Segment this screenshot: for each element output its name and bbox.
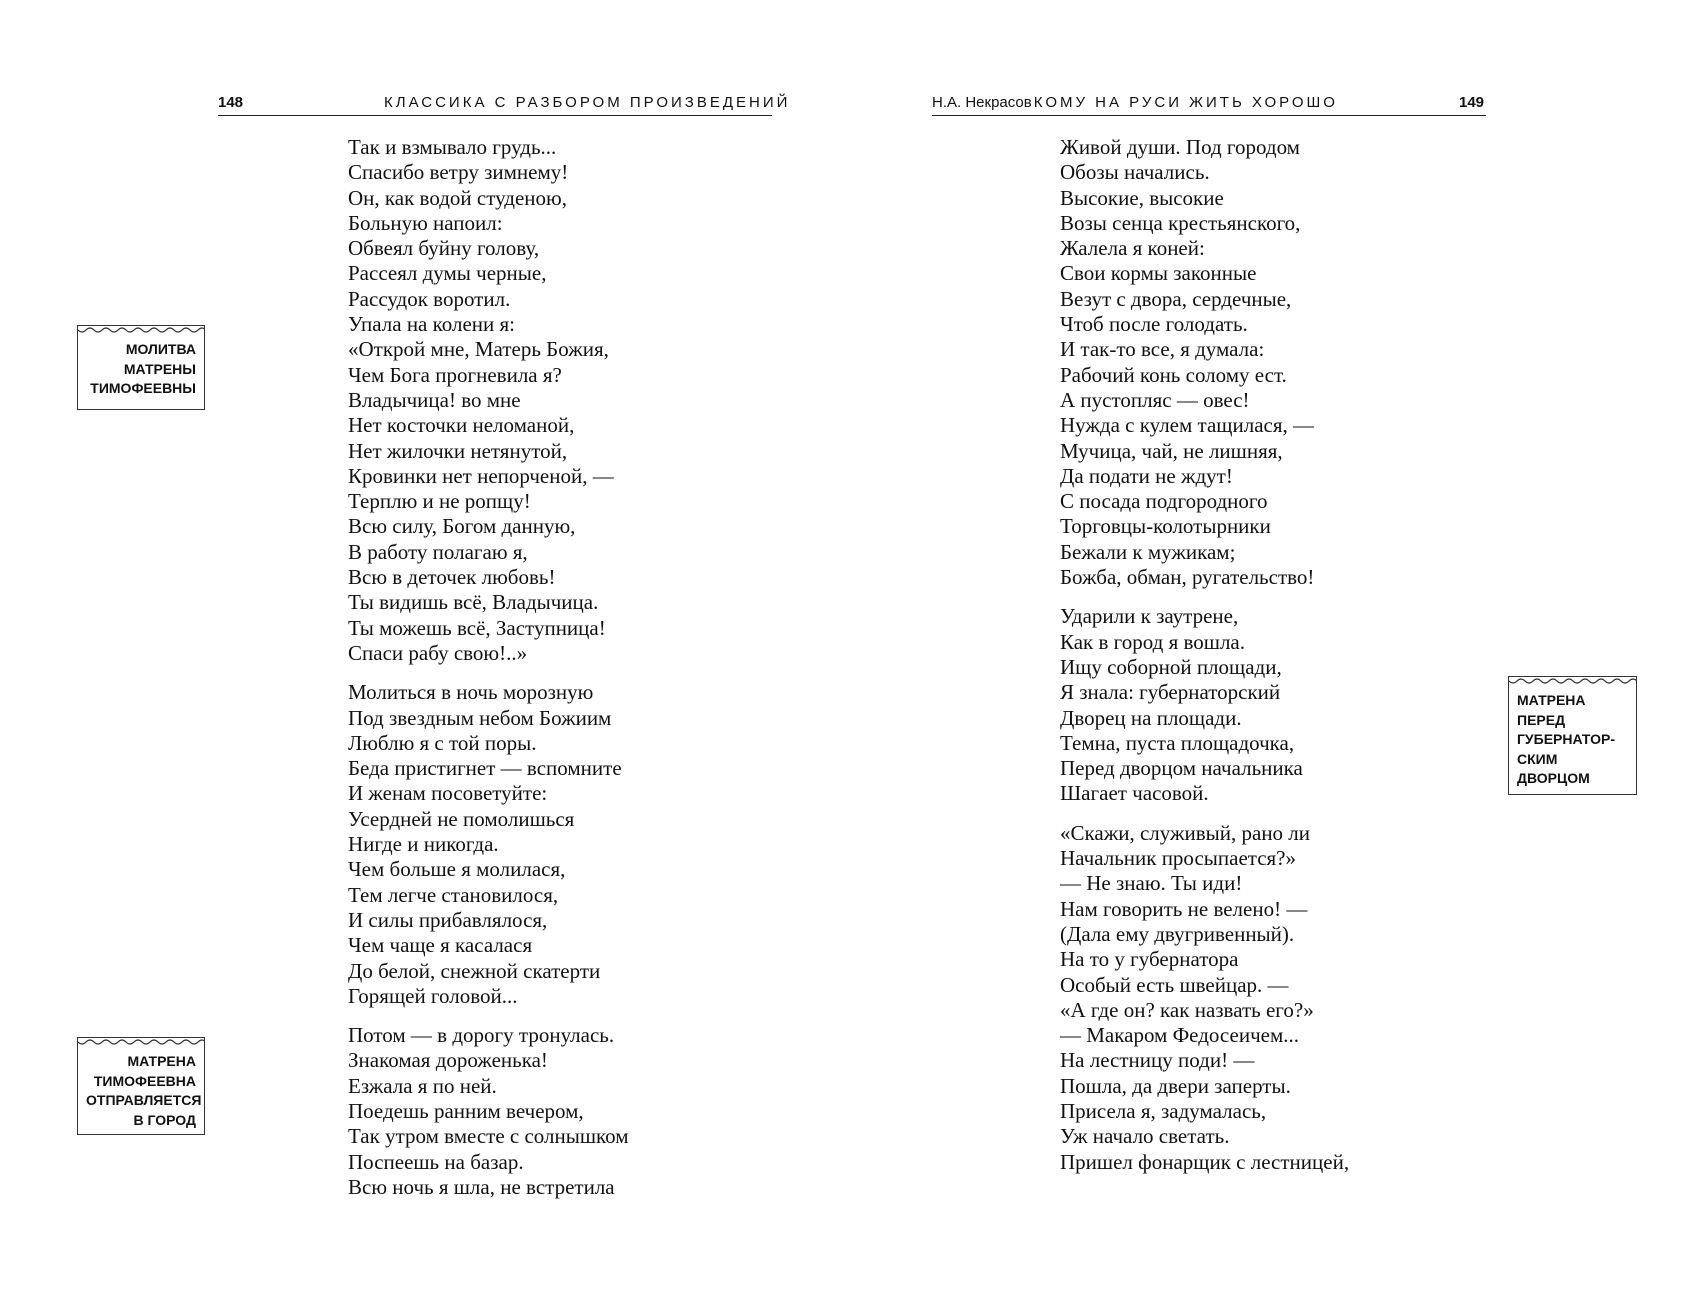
poem-line: Везут с двора, сердечные,: [1060, 286, 1292, 311]
poem-line: До белой, снежной скатерти: [348, 958, 601, 983]
poem-line: Торговцы-колотырники: [1060, 514, 1271, 539]
poem-line: Нужда с кулем тащилася, —: [1060, 413, 1314, 438]
margin-note-line: ТИМОФЕЕВНА: [93, 1072, 196, 1089]
poem-line: Чем Бога прогневила я?: [348, 362, 562, 387]
margin-note-line: ДВОРЦОМ: [1517, 770, 1590, 786]
poem-line: Жалела я коней:: [1060, 236, 1205, 261]
poem-line: Беда пристигнет — вспомните: [348, 756, 622, 781]
poem-line: Чем чаще я касалася: [348, 933, 533, 958]
poem-line: Знакомая дороженька!: [348, 1048, 548, 1073]
poem-line: Уж начало светать.: [1060, 1124, 1230, 1149]
poem-line: Тем легче становилося,: [348, 882, 559, 907]
left-header-rule: [218, 115, 772, 116]
poem-line: Ты можешь всё, Заступница!: [348, 615, 606, 640]
margin-note-departure: [77, 1037, 205, 1135]
margin-note-line: СКИМ: [1517, 750, 1558, 767]
poem-line: Горящей головой...: [348, 983, 518, 1008]
poem-line: Живой души. Под городом: [1060, 135, 1300, 159]
poem-line: Нигде и никогда.: [348, 832, 499, 857]
poem-line: Молиться в ночь морозную: [348, 680, 594, 705]
poem-line: На лестницу поди! —: [1060, 1048, 1255, 1073]
poem-line: И женам посоветуйте:: [348, 781, 548, 806]
stanza: [348, 680, 629, 1009]
poem-line: Начальник просыпается?»: [1060, 846, 1297, 871]
poem-line: Владычица! во мне: [348, 387, 521, 412]
poem-line: Терплю и не ропщу!: [348, 489, 531, 514]
poem-line: Да подати не ждут!: [1060, 463, 1233, 488]
left-page-number: 148: [218, 94, 244, 111]
poem-line: В работу полагаю я,: [348, 539, 528, 564]
poem-line: Мучица, чай, не лишняя,: [1060, 438, 1283, 463]
margin-note-line: МАТРЕНА: [1517, 692, 1586, 708]
poem-line: Особый есть швейцар. —: [1060, 972, 1289, 997]
right-header-rule: [932, 115, 1486, 116]
stanza: [1060, 604, 1349, 806]
poem-line: Высокие, высокие: [1060, 185, 1224, 210]
poem-line: Он, как водой студеною,: [348, 185, 567, 210]
poem-line: С посада подгородного: [1060, 489, 1268, 514]
poem-line: Шагает часовой.: [1060, 781, 1209, 806]
poem-line: «А где он? как назвать его?»: [1060, 997, 1314, 1022]
left-poem-column: [348, 135, 629, 1214]
poem-line: И так-то все, я думала:: [1060, 337, 1265, 362]
margin-note-line: ТИМОФЕЕВНЫ: [90, 380, 196, 396]
poem-line: Возы сенца крестьянского,: [1060, 210, 1301, 235]
right-running-header: [932, 94, 1338, 111]
poem-line: Пошла, да двери заперты.: [1060, 1073, 1291, 1098]
poem-line: Божба, обман, ругательство!: [1060, 565, 1315, 590]
margin-note-line: В ГОРОД: [133, 1111, 196, 1128]
poem-line: Всю ночь я шла, не встретила: [348, 1174, 615, 1199]
margin-note-line: ОТПРАВЛЯЕТСЯ: [86, 1092, 202, 1108]
left-running-header: КЛАССИКА С РАЗБОРОМ ПРОИЗВЕДЕНИЙ: [384, 94, 791, 111]
poem-line: Рассеял думы черные,: [348, 261, 547, 286]
poem-line: Поспеешь на базар.: [348, 1149, 524, 1174]
poem-line: Обозы начались.: [1060, 160, 1210, 185]
poem-line: Под звездным небом Божиим: [348, 705, 612, 730]
poem-line: И силы прибавлялося,: [348, 907, 548, 932]
poem-line: Свои кормы законные: [1060, 261, 1257, 286]
poem-line: «Скажи, служивый, рано ли: [1060, 820, 1311, 845]
poem-line: Как в город я вошла.: [1060, 629, 1245, 654]
book-title: КОМУ НА РУСИ ЖИТЬ ХОРОШО: [1033, 94, 1338, 111]
poem-line: Рассудок воротил.: [348, 286, 511, 311]
poem-line: Так утром вместе с солнышком: [348, 1124, 629, 1149]
poem-line: Чтоб после голодать.: [1060, 312, 1248, 337]
poem-line: А пустопляс — овес!: [1060, 387, 1250, 412]
poem-line: Чем больше я молилася,: [348, 857, 566, 882]
poem-line: Перед дворцом начальника: [1060, 756, 1303, 781]
poem-line: Усердней не помолишься: [348, 806, 575, 831]
author-name: Н.А. Некрасов: [932, 94, 1032, 111]
margin-note-line: МАТРЕНА: [127, 1053, 196, 1069]
right-poem-column: [1060, 135, 1349, 1189]
margin-note-line: ГУБЕРНАТОР-: [1517, 731, 1615, 747]
poem-line: Пришел фонарщик с лестницей,: [1060, 1149, 1350, 1174]
poem-line: Спаси рабу свою!..»: [348, 640, 528, 665]
poem-line: Всю в деточек любовь!: [348, 565, 556, 590]
wavy-edge-decoration: [78, 325, 204, 335]
poem-line: Так и взмывало грудь...: [348, 135, 557, 159]
stanza: [1060, 821, 1349, 1175]
stanza: [348, 135, 629, 666]
poem-line: Потом — в дорогу тронулась.: [348, 1023, 615, 1048]
poem-line: — Макаром Федосеичем...: [1060, 1023, 1299, 1048]
poem-line: «Открой мне, Матерь Божия,: [348, 337, 609, 362]
margin-note-line: МАТРЕНЫ: [123, 360, 196, 377]
poem-line: Рабочий конь солому ест.: [1060, 362, 1287, 387]
poem-line: Поедешь ранним вечером,: [348, 1098, 584, 1123]
poem-line: Я знала: губернаторский: [1060, 680, 1281, 705]
poem-line: Нет косточки неломаной,: [348, 413, 575, 438]
stanza: [1060, 135, 1349, 590]
poem-line: Бежали к мужикам;: [1060, 539, 1236, 564]
margin-note-line: МОЛИТВА: [125, 341, 196, 357]
poem-line: Ищу соборной площади,: [1060, 654, 1282, 679]
poem-line: Езжала я по ней.: [348, 1073, 497, 1098]
poem-line: Обвеял буйну голову,: [348, 236, 540, 261]
poem-line: Всю силу, Богом данную,: [348, 514, 576, 539]
margin-note-prayer: [77, 325, 205, 410]
poem-line: Кровинки нет непорченой, —: [348, 463, 614, 488]
right-page-number: 149: [1459, 94, 1485, 111]
poem-line: (Дала ему двугривенный).: [1060, 921, 1295, 946]
stanza: [348, 1023, 629, 1200]
poem-line: Упала на колени я:: [348, 312, 516, 337]
poem-line: Ты видишь всё, Владычица.: [348, 590, 599, 615]
poem-line: Ударили к заутрене,: [1060, 604, 1239, 629]
poem-line: Люблю я с той поры.: [348, 730, 537, 755]
wavy-edge-decoration: [78, 1037, 204, 1047]
poem-line: — Не знаю. Ты иди!: [1060, 871, 1243, 896]
poem-line: Присела я, задумалась,: [1060, 1098, 1267, 1123]
poem-line: Спасибо ветру зимнему!: [348, 160, 569, 185]
poem-line: Нам говорить не велено! —: [1060, 896, 1308, 921]
margin-note-line: ПЕРЕД: [1517, 711, 1566, 728]
poem-line: Больную напоил:: [348, 210, 503, 235]
wavy-edge-decoration: [1509, 676, 1636, 686]
poem-line: На то у губернатора: [1060, 947, 1239, 972]
poem-line: Темна, пуста площадочка,: [1060, 730, 1295, 755]
margin-note-palace: [1508, 676, 1637, 795]
poem-line: Дворец на площади.: [1060, 705, 1242, 730]
poem-line: Нет жилочки нетянутой,: [348, 438, 568, 463]
